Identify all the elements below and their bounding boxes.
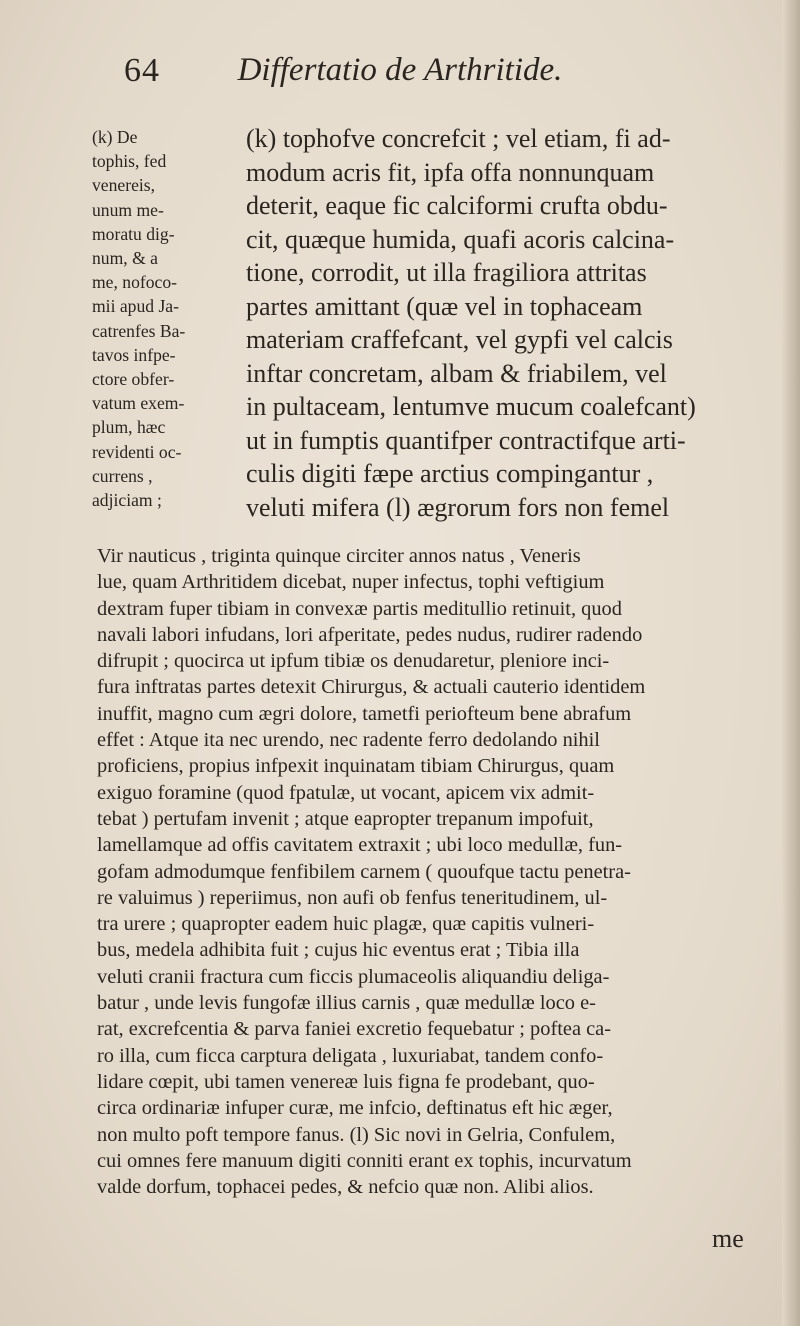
text-line: veluti mifera (l) ægrorum fors non femel — [246, 492, 670, 522]
margin-note-line: ctore obfer- — [92, 369, 175, 390]
margin-note — [92, 125, 232, 512]
text-line: inftar concretam, albam & friabilem, vel — [246, 358, 667, 388]
text-line: ro illa, cum ficca carptura deligata , luxuriabat, tandem confo- — [97, 1044, 604, 1067]
text-line: batur , unde levis fungofæ illius carnis , quæ medullæ loco e- — [97, 992, 596, 1015]
text-line: cit, quæque humida, quafi acoris calcina- — [246, 224, 675, 254]
text-line: veluti cranii fractura cum ficcis plumaceolis aliquandiu deliga- — [97, 965, 610, 988]
margin-note-line: revidenti oc- — [92, 441, 182, 462]
text-line: re valuimus ) reperiimus, non aufi ob fenfus teneritudinem, ul- — [97, 886, 608, 909]
text-line: fura inftratas partes detexit Chirurgus, & actuali cauterio identidem — [97, 676, 646, 699]
text-line: navali labori infudans, lori afperitate, pedes nudus, rudirer radendo — [97, 623, 643, 646]
text-line: tebat ) pertufam invenit ; atque eapropter trepanum impofuit, — [97, 807, 594, 830]
text-line: tione, corrodit, ut illa fragiliora attritas — [246, 258, 647, 287]
text-line: non multo poft tempore fanus. (l) Sic novi in Gelria, Confulem, — [97, 1123, 616, 1146]
text-line: inuffit, magno cum ægri dolore, tametfi periofteum bene abrafum — [97, 702, 632, 725]
text-line: rat, excrefcentia & parva faniei excretio fequebatur ; poftea ca- — [97, 1018, 611, 1041]
running-title: Differtatio de Arthritide. — [237, 52, 563, 88]
text-line: dextram fuper tibiam in convexæ partis meditullio retinuit, quod — [97, 597, 622, 620]
margin-note-line: tophis, fed — [92, 151, 167, 172]
margin-note-line: unum me- — [92, 199, 164, 220]
margin-note-line: adjiciam ; — [92, 490, 162, 511]
margin-note-line: mii apud Ja- — [92, 296, 179, 317]
text-line: exiguo foramine (quod fpatulæ, ut vocant, apicem vix admit- — [97, 781, 595, 804]
text-line: modum acris fit, ipfa offa nonnunquam — [246, 157, 655, 187]
text-line: Vir nauticus , triginta quinque circiter annos natus , Veneris — [97, 545, 581, 567]
margin-note-line: moratu dig- — [92, 223, 175, 244]
margin-note-line: num, & a — [92, 248, 158, 269]
margin-note-line: currens , — [92, 465, 153, 486]
text-line: (k) tophofve concrefcit ; vel etiam, fi ad- — [246, 124, 671, 153]
text-line: materiam craffefcant, vel gypfi vel calcis — [246, 325, 673, 354]
text-line: partes amittant (quæ vel in tophaceam — [246, 291, 643, 321]
footnote-text — [246, 122, 786, 524]
margin-note-line: tavos infpe- — [92, 344, 176, 365]
text-line: ut in fumptis quantifper contractifque arti- — [246, 425, 686, 455]
text-line: cui omnes fere manuum digiti conniti erant ex tophis, incurvatum — [97, 1149, 632, 1172]
text-line: culis digiti fæpe arctius compingantur , — [246, 459, 654, 488]
text-line: effet : Atque ita nec urendo, nec radente ferro dedolando nihil — [97, 729, 600, 752]
text-line: tra urere ; quapropter eadem huic plagæ, quæ capitis vulneri- — [97, 913, 595, 936]
margin-note-line: venereis, — [92, 175, 156, 196]
margin-note-line: vatum exem- — [92, 393, 185, 414]
text-line: lamellamque ad offis cavitatem extraxit ; ubi loco medullæ, fun- — [97, 834, 623, 857]
text-line: lidare cœpit, ubi tamen venereæ luis figna fe prodebant, quo- — [97, 1070, 595, 1093]
margin-note-line: plum, hæc — [92, 417, 166, 438]
margin-note-line: catrenfes Ba- — [92, 320, 186, 341]
page-number: 64 — [124, 52, 160, 89]
text-line: circa ordinariæ infuper curæ, me infcio, deftinatus eft hic æger, — [97, 1097, 613, 1120]
text-line: deterit, eaque fic calciformi crufta obdu- — [246, 191, 668, 220]
text-line: gofam admodumque fenfibilem carnem ( quoufque tactu penetra- — [97, 860, 631, 883]
text-line: valde dorfum, tophacei pedes, & nefcio quæ non. Alibi alios. — [97, 1176, 594, 1199]
text-line: difrupit ; quocirca ut ipfum tibiæ os denudaretur, pleniore inci- — [97, 650, 610, 673]
margin-note-line: me, nofoco- — [92, 272, 178, 293]
catchword: me — [712, 1224, 744, 1253]
text-line: bus, medela adhibita fuit ; cujus hic eventus erat ; Tibia illa — [97, 939, 580, 962]
case-report-text — [97, 543, 777, 1200]
text-line: proficiens, propius infpexit inquinatam tibiam Chirurgus, quam — [97, 755, 615, 778]
margin-note-line: (k) De — [92, 127, 138, 147]
text-line: lue, quam Arthritidem dicebat, nuper infectus, tophi veftigium — [97, 571, 605, 594]
text-line: in pultaceam, lentumve mucum coalefcant) — [246, 392, 696, 421]
